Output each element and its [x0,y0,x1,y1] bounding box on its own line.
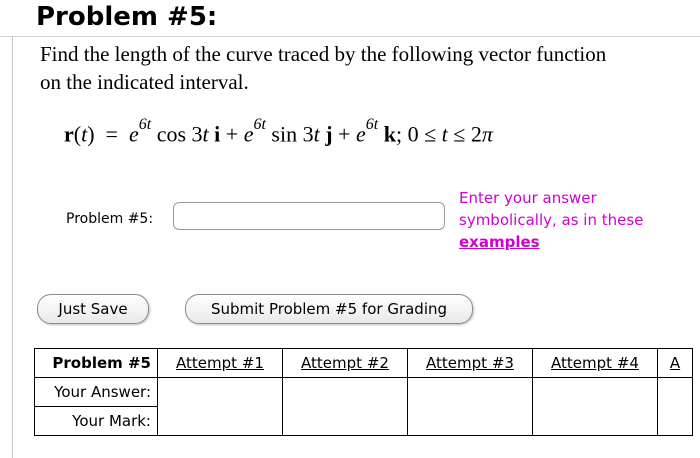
formula-exp2: 6t [253,116,266,133]
answer-hint [459,187,699,253]
attempt-1-cell [158,378,283,436]
formula-t3: t [313,121,320,147]
submit-button[interactable]: Submit Problem #5 for Grading [185,294,473,324]
attempts-header-row [35,349,693,378]
attempt-3-link[interactable]: Attempt #3 [426,354,514,372]
formula-exp3: 6t [365,116,379,133]
your-mark-label: Your Mark: [35,407,158,436]
attempt-5-cell [658,378,693,436]
attempt-1-link[interactable]: Attempt #1 [176,354,264,372]
attempt-4-link[interactable]: Attempt #4 [551,354,639,372]
formula-t4: t [441,121,448,147]
problem-title: Problem #5: [36,2,218,32]
formula-sep: ; [395,121,403,147]
formula-pi: π [481,121,493,147]
formula-cos: cos 3 [156,121,203,147]
formula-high: 2 [470,121,482,147]
attempt-2-link[interactable]: Attempt #2 [301,354,389,372]
formula-t: t [81,121,88,147]
attempt-1-header [158,349,283,378]
examples-link[interactable]: examples [459,233,540,251]
formula-plus1: + [225,121,239,147]
problem-header [0,0,700,37]
formula-equals: = [105,121,118,147]
attempt-3-header [408,349,533,378]
attempt-5-header [658,349,693,378]
formula-low: 0 [407,121,419,147]
your-answer-row [35,378,693,407]
formula-e1: e [128,121,139,147]
formula-plus2: + [338,121,351,147]
attempt-2-cell [283,378,408,436]
formula-k: k [383,121,396,147]
hint-text: Enter your answer symbolically, as in these [459,189,644,229]
attempts-problem-header: Problem #5 [35,349,158,378]
attempts-table [34,348,693,436]
vector-function-formula: $r(t) = e^{6t}$ cos 3t $i + e^{6t}$ sin 3t $j + e^{6t}$ k; 0 ≤ t ≤ 2π [64,116,493,147]
formula-exp1: 6t [138,116,152,133]
formula-i: i [214,121,221,147]
formula-le1: ≤ [424,121,437,147]
attempt-4-cell [533,378,658,436]
answer-input[interactable] [173,202,445,230]
formula-le2: ≤ [453,121,466,147]
formula-j: j [325,121,333,147]
your-answer-label: Your Answer: [35,378,158,407]
answer-label: Problem #5: [66,211,154,227]
attempt-2-header [283,349,408,378]
attempt-5-link[interactable]: A [669,354,681,372]
problem-statement [40,40,690,96]
attempt-4-header [533,349,658,378]
attempt-3-cell [408,378,533,436]
formula-sin: sin 3 [271,121,314,147]
statement-line-2: on the indicated interval. [40,70,249,94]
formula-e3: e [355,121,366,147]
formula-e2: e [243,121,254,147]
formula-t2: t [202,121,209,147]
statement-line-1: Find the length of the curve traced by the following vector function [40,42,607,66]
formula-r: r [64,121,74,147]
just-save-button[interactable]: Just Save [37,294,149,324]
